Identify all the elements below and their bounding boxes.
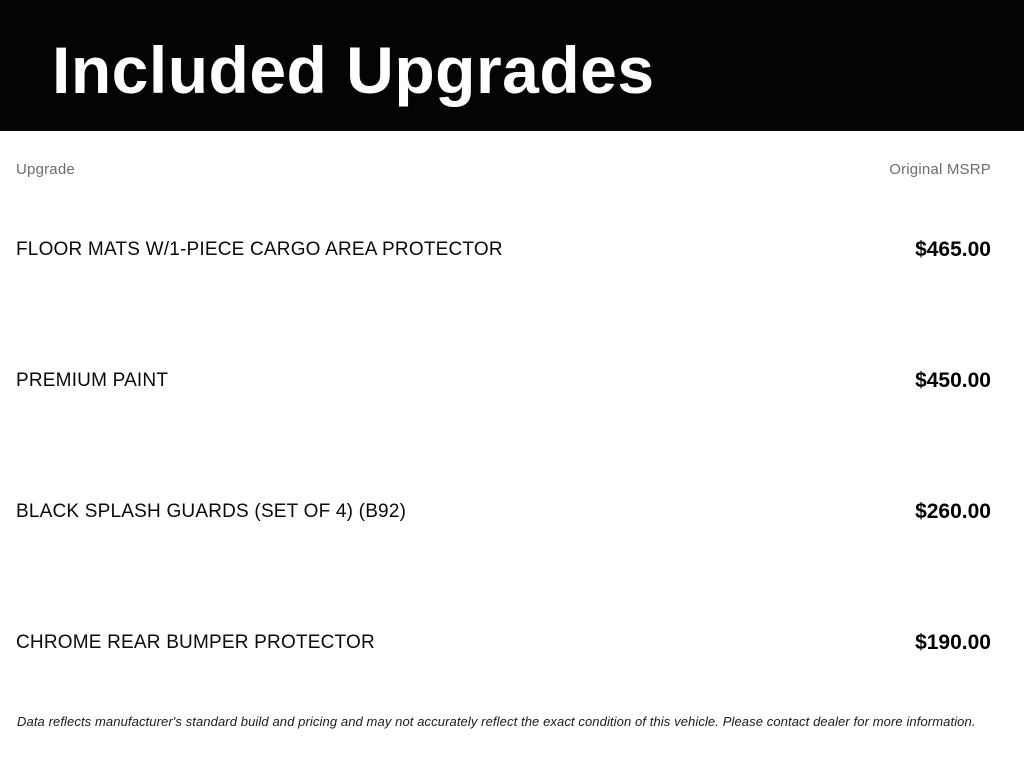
upgrade-name: BLACK SPLASH GUARDS (SET OF 4) (B92) (16, 500, 407, 522)
upgrade-msrp: $450.00 (915, 368, 991, 392)
column-header-upgrade: Upgrade (16, 160, 75, 178)
upgrades-table (0, 159, 1024, 729)
table-row (16, 577, 991, 708)
upgrade-name: CHROME REAR BUMPER PROTECTOR (16, 631, 375, 653)
table-row (16, 184, 991, 315)
upgrade-name: PREMIUM PAINT (16, 369, 169, 391)
upgrade-msrp: $190.00 (915, 630, 991, 654)
table-row (16, 446, 991, 577)
page-title: Included Upgrades (52, 32, 655, 107)
upgrade-msrp: $260.00 (915, 499, 991, 523)
table-header-row (16, 159, 991, 179)
upgrade-msrp: $465.00 (915, 237, 991, 261)
column-header-original-msrp: Original MSRP (889, 160, 991, 178)
disclaimer-text: Data reflects manufacturer's standard build and pricing and may not accurately reflect the exact condition of this vehicle. Please contact dealer for more information. (17, 714, 976, 729)
table-body (16, 184, 991, 708)
page-header-banner (0, 0, 1024, 131)
table-row (16, 315, 991, 446)
upgrade-name: FLOOR MATS W/1-PIECE CARGO AREA PROTECTOR (16, 238, 503, 260)
